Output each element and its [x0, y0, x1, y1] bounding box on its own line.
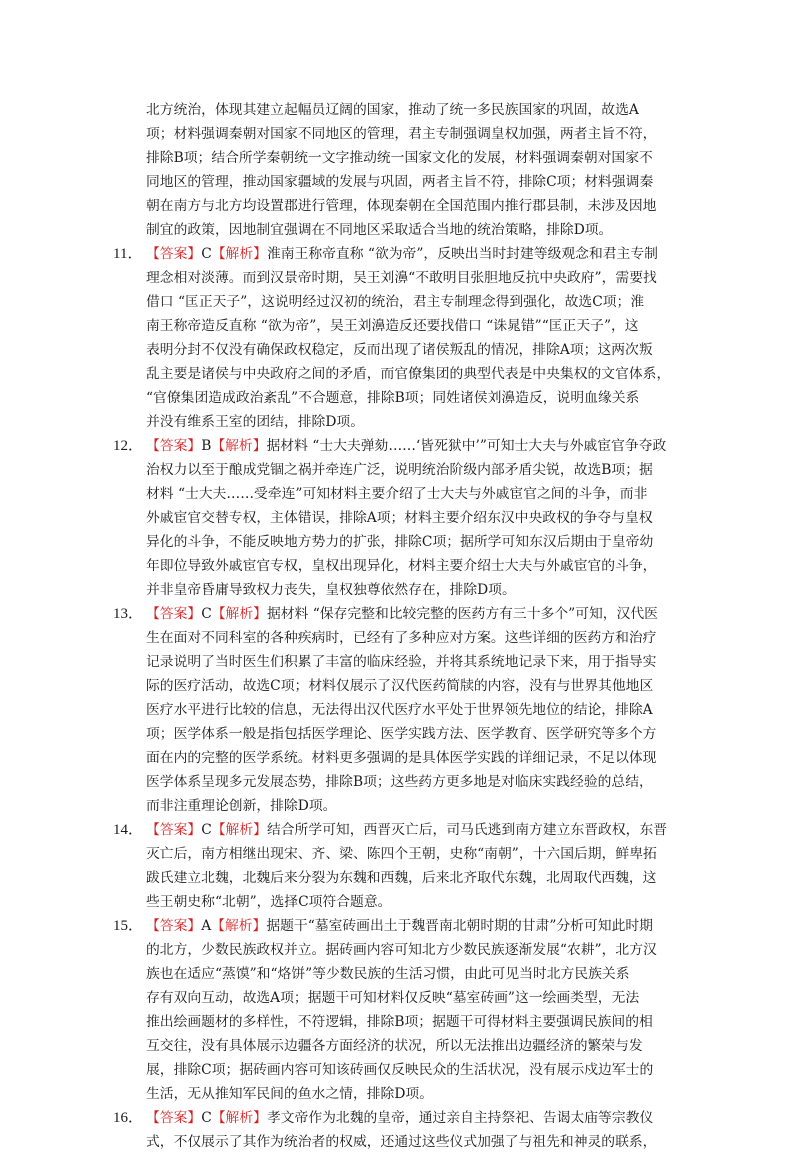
text-line: 异化的斗争，不能反映地方势力的扩张，排除C项；据所学可知东汉后期由于皇帝幼 [146, 534, 654, 550]
text-line: 项；医学体系一般是指包括医学理论、医学实践方法、医学教育、医学研究等多个方 [146, 726, 657, 742]
text-line: 并非皇帝昏庸导致权力丧失，皇权独尊依然存在，排除D项。 [146, 582, 516, 598]
text-line: 医学体系呈现多元发展态势，排除B项；这些药方更多地是对临床实践经验的总结， [146, 774, 653, 790]
text-line: 材料 “士大夫……受牵连”可知材料主要介绍了士大夫与外戚宦官之间的斗争，而非 [146, 486, 648, 502]
text-line: 记录说明了当时医生们积累了丰富的临床经验，并将其系统地记录下来，用于指导实 [146, 654, 657, 670]
answer-tag: 【答案】 [146, 246, 202, 262]
text-line: 淮南王称帝直称 “欲为帝”，反映出当时封建等级观念和君主专制 [266, 246, 658, 262]
text-line: 些王朝史称“北朝”，选择C项符合题意。 [146, 894, 392, 910]
text-line: 北方统治，体现其建立起幅员辽阔的国家，推动了统一多民族国家的巩固，故选A [146, 102, 639, 118]
answer-choice: B [201, 438, 212, 454]
text-line: 项；材料强调秦朝对国家不同地区的管理，君主专制强调皇权加强，两者主旨不符， [146, 126, 657, 142]
analysis-tag: 【解析】 [211, 246, 267, 262]
text-line: 结合所学可知，西晋灭亡后，司马氏逃到南方建立东晋政权，东晋 [266, 822, 668, 838]
text-line: 表明分封不仅没有确保政权稳定，反而出现了诸侯叛乱的情况，排除A项；这两次叛 [146, 342, 653, 358]
text-line: 据材料 “保存完整和比较完整的医药方有三十多个”可知，汉代医 [266, 606, 658, 622]
answer-choice: C [201, 1110, 212, 1126]
text-line: 孝文帝作为北魏的皇帝，通过亲自主持祭祀、告谒太庙等宗教仪 [266, 1110, 654, 1126]
text-line: 族也在适应“蒸馍”和“烙饼”等少数民族的生活习惯，由此可见当时北方民族关系 [146, 966, 630, 982]
text-line: 展，排除C项；据砖画内容可知该砖画仅反映民众的生活状况，没有展示戍边军士的 [146, 1062, 654, 1078]
analysis-tag: 【解析】 [211, 1110, 267, 1126]
answer-tag: 【答案】 [146, 1110, 202, 1126]
text-line: 据材料 “士大夫弹劾……‘皆死狱中’”可知士大夫与外戚宦官争夺政 [266, 438, 667, 454]
text-line: 面在内的完整的医学系统。材料更多强调的是具体医学实践的详细记录，不足以体现 [146, 750, 657, 766]
text-line: 外戚宦官交替专权，主体错误，排除A项；材料主要介绍东汉中央政权的争夺与皇权 [146, 510, 653, 526]
item-number: 16． [113, 1110, 144, 1126]
item-number: 14． [113, 822, 144, 838]
answer-line [146, 244, 658, 264]
text-line: 排除B项；结合所学秦朝统一文字推动统一国家文化的发展，材料强调秦朝对国家不 [146, 150, 653, 166]
text-line: 制宜的政策，因地制宜强调在不同地区采取适合当地的统治策略，排除D项。 [146, 222, 613, 238]
text-line: 理念相对淡薄。而到汉景帝时期，吴王刘濞“不敢明目张胆地反抗中央政府”，需要找 [146, 270, 657, 286]
item-number: 15． [113, 918, 144, 934]
text-line: 灭亡后，南方相继出现宋、齐、梁、陈四个王朝，史称“南朝”，十六国后期，鲜卑拓 [146, 846, 657, 862]
answer-choice: C [201, 822, 212, 838]
answer-tag: 【答案】 [146, 822, 202, 838]
answer-choice: A [201, 918, 212, 934]
answer-line [146, 820, 667, 840]
answer-tag: 【答案】 [146, 438, 202, 454]
text-line: 南王称帝造反直称 “欲为帝”，吴王刘濞造反还要找借口 “诛晁错”“匡正天子”，这 [146, 318, 639, 334]
text-line: 跋氏建立北魏，北魏后来分裂为东魏和西魏，后来北齐取代东魏，北周取代西魏，这 [146, 870, 657, 886]
text-line: 生在面对不同科室的各种疾病时，已经有了多种应对方案。这些详细的医药方和治疗 [146, 630, 657, 646]
answer-line [146, 1108, 653, 1128]
text-line: 同地区的管理，推动国家疆域的发展与巩固，两者主旨不符，排除C项；材料强调秦 [146, 174, 654, 190]
answer-tag: 【答案】 [146, 918, 202, 934]
text-line: “官僚集团造成政治紊乱”不合题意，排除B项；同姓诸侯刘濞造反，说明血缘关系 [146, 390, 640, 406]
text-line: 借口 “匡正天子”，这说明经过汉初的统治，君主专制理念得到强化，故选C项；淮 [146, 294, 645, 310]
analysis-tag: 【解析】 [211, 822, 267, 838]
answer-choice: C [201, 246, 212, 262]
analysis-tag: 【解析】 [211, 918, 267, 934]
item-number: 13． [113, 606, 144, 622]
text-line: 式，不仅展示了其作为统治者的权威，还通过这些仪式加强了与祖先和神灵的联系， [146, 1134, 657, 1150]
text-line: 并没有维系王室的团结，排除D项。 [146, 414, 365, 430]
text-line: 生活，无从推知军民间的鱼水之情，排除D项。 [146, 1086, 433, 1102]
answer-choice: C [201, 606, 212, 622]
answer-line [146, 436, 666, 456]
text-line: 乱主要是诸侯与中央政府之间的矛盾，而官僚集团的典型代表是中央集权的文官体系， [146, 366, 671, 382]
text-line: 年即位导致外戚宦官专权，皇权出现异化，材料主要介绍士大夫与外戚宦官的斗争， [146, 558, 657, 574]
text-line: 而非注重理论创新，排除D项。 [146, 798, 337, 814]
analysis-tag: 【解析】 [211, 438, 267, 454]
text-line: 际的医疗活动，故选C项；材料仅展示了汉代医药简牍的内容，没有与世界其他地区 [146, 678, 654, 694]
text-line: 医疗水平进行比较的信息，无法得出汉代医疗水平处于世界领先地位的结论，排除A [146, 702, 653, 718]
text-line: 据题干“墓室砖画出土于魏晋南北朝时期的甘肃”分析可知此时期 [266, 918, 653, 934]
answer-line [146, 604, 658, 624]
analysis-tag: 【解析】 [211, 606, 267, 622]
text-line: 的北方，少数民族政权并立。据砖画内容可知北方少数民族逐渐发展“农耕”，北方汉 [146, 942, 657, 958]
text-line: 推出绘画题材的多样性，不符逻辑，排除B项；据题干可得材料主要强调民族间的相 [146, 1014, 653, 1030]
text-line: 朝在南方与北方均设置郡进行管理，体现秦朝在全国范围内推行郡县制，未涉及因地 [146, 198, 657, 214]
item-number: 12． [113, 438, 144, 454]
answer-line [146, 916, 653, 936]
text-line: 存有双向互动，故选A项；据题干可知材料仅反映“墓室砖画”这一绘画类型，无法 [146, 990, 640, 1006]
text-line: 治权力以至于酿成党锢之祸并牵连广泛，说明统治阶级内部矛盾尖锐，故选B项；据 [146, 462, 653, 478]
answer-tag: 【答案】 [146, 606, 202, 622]
text-line: 互交往，没有具体展示边疆各方面经济的状况，所以无法推出边疆经济的繁荣与发 [146, 1038, 643, 1054]
item-number: 11． [113, 246, 143, 262]
